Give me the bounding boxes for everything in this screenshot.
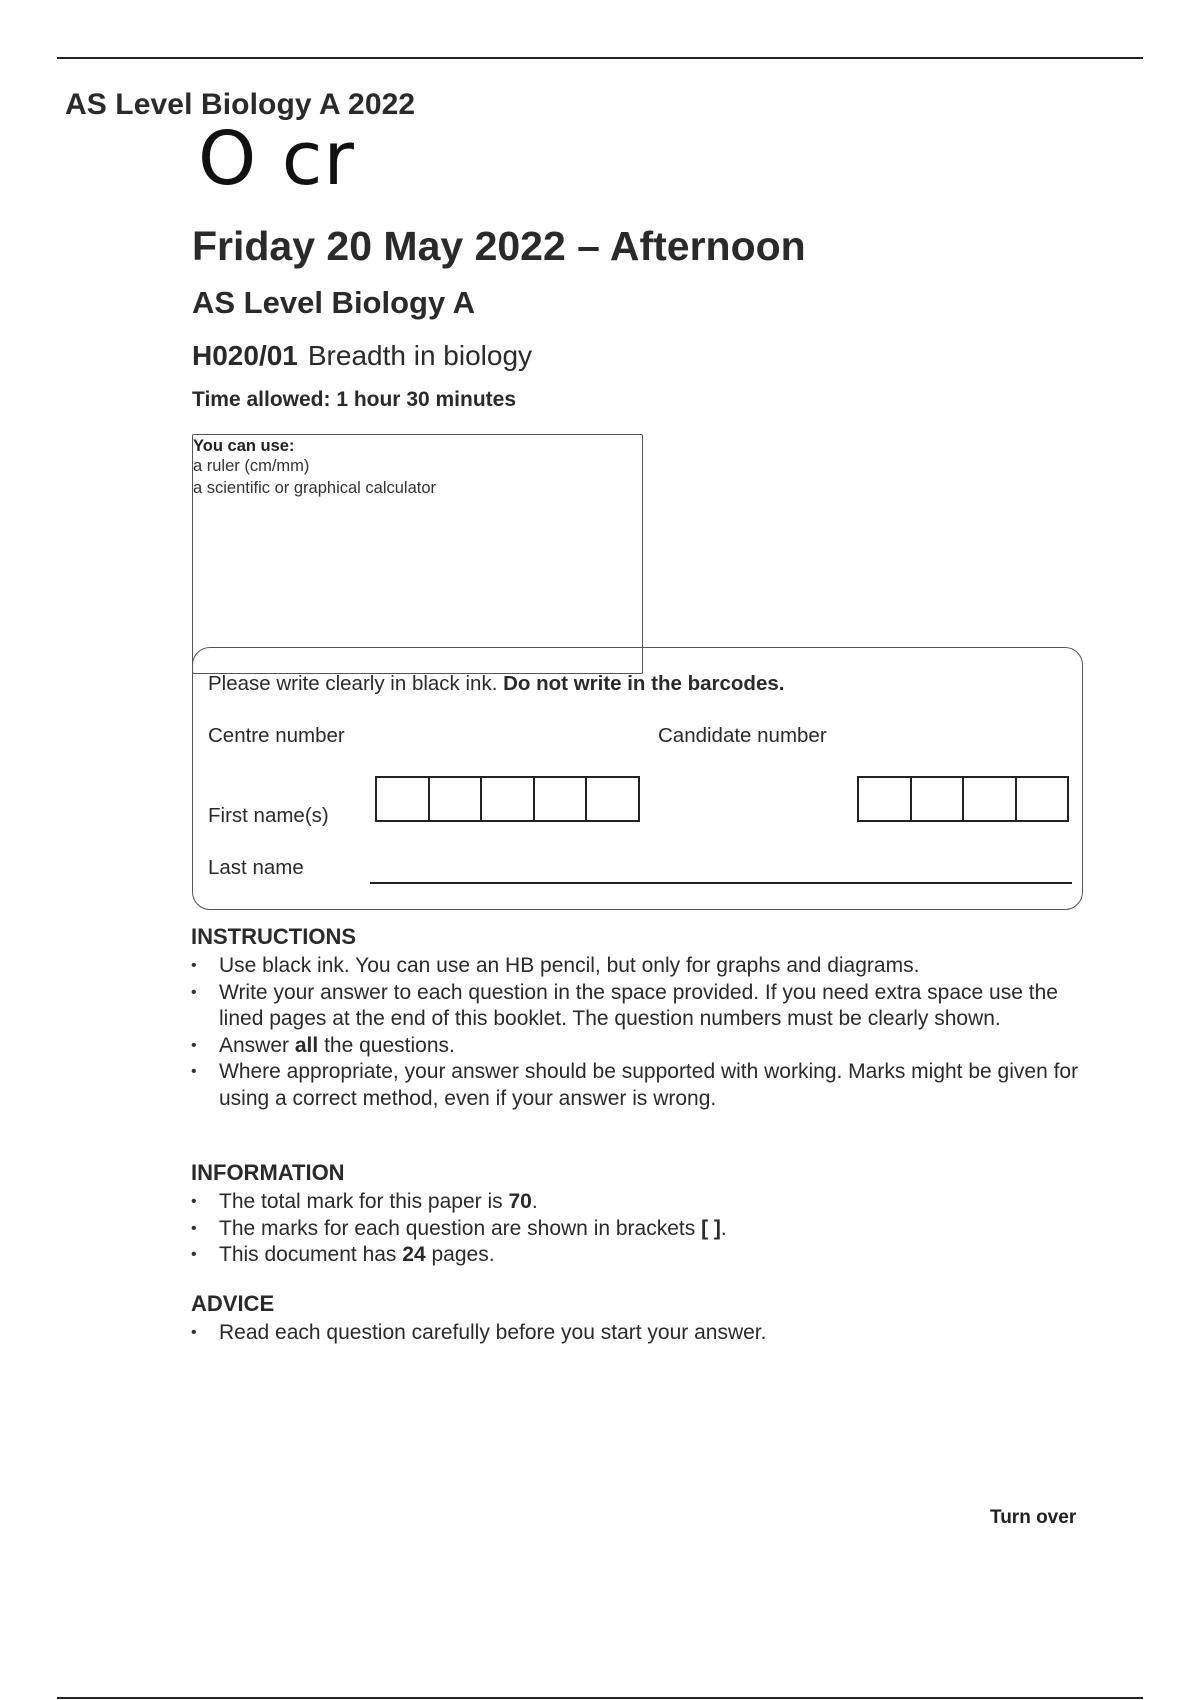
centre-digit-cell[interactable] <box>533 776 588 822</box>
exam-subject: AS Level Biology A <box>192 285 476 320</box>
centre-digit-cell[interactable] <box>428 776 483 822</box>
centre-digit-cell[interactable] <box>375 776 430 822</box>
candidate-number-label: Candidate number <box>658 724 827 747</box>
you-can-use-box <box>192 434 643 674</box>
you-can-use-item: a ruler (cm/mm) <box>193 457 310 475</box>
advice-item: • Read each question carefully before you start your answer. <box>191 1320 1091 1347</box>
instructions-heading: INSTRUCTIONS <box>191 924 356 949</box>
you-can-use-title: You can use: <box>193 437 295 455</box>
information-item <box>191 1242 1091 1269</box>
brackets-symbol: [ ] <box>701 1216 721 1240</box>
information-item <box>191 1189 1091 1216</box>
information-text: The total mark for this paper is <box>219 1190 503 1213</box>
information-heading: INFORMATION <box>191 1160 345 1185</box>
information-item <box>191 1216 1091 1243</box>
candidate-number-field[interactable] <box>857 776 1069 822</box>
first-name-label: First name(s) <box>208 804 329 827</box>
total-mark: 70 <box>508 1190 532 1213</box>
instruction-item: • Where appropriate, your answer should be supported with working. Marks might be given for using a correct method, even if your answer is wrong. <box>191 1059 1091 1112</box>
information-text: . <box>531 1190 538 1213</box>
instruction-item: • Write your answer to each question in the space provided. If you need extra space use the lined pages at the end of this booklet. The question numbers must be clearly shown. <box>191 980 1091 1033</box>
instruction-emphasis: all <box>294 1033 319 1057</box>
candidate-instruction <box>208 672 784 696</box>
exam-date: Friday 20 May 2022 – Afternoon <box>192 223 806 269</box>
candidate-digit-cell[interactable] <box>910 776 965 822</box>
advice-heading: ADVICE <box>191 1291 275 1316</box>
ocr-logo: O cr <box>198 116 355 202</box>
information-text: This document has <box>219 1243 397 1266</box>
centre-digit-cell[interactable] <box>585 776 640 822</box>
instructions-section <box>191 924 1091 1112</box>
information-section <box>191 1160 1091 1269</box>
centre-digit-cell[interactable] <box>480 776 535 822</box>
last-name-label: Last name <box>208 856 304 879</box>
information-list <box>191 1189 1091 1269</box>
turn-over-label: Turn over <box>990 1507 1077 1528</box>
you-can-use-item: a scientific or graphical calculator <box>193 479 437 497</box>
bottom-rule <box>57 1697 1143 1699</box>
advice-list <box>191 1320 1091 1347</box>
page-count: 24 <box>402 1243 426 1266</box>
candidate-digit-cell[interactable] <box>962 776 1017 822</box>
centre-number-label: Centre number <box>208 724 345 747</box>
information-text: . <box>720 1216 727 1240</box>
information-text: pages. <box>431 1243 495 1266</box>
document-title: AS Level Biology A 2022 <box>65 88 416 121</box>
instruction-text: Answer <box>219 1033 290 1057</box>
top-rule <box>57 57 1143 59</box>
paper-line <box>192 340 532 372</box>
time-allowed: Time allowed: 1 hour 30 minutes <box>192 388 517 411</box>
candidate-digit-cell[interactable] <box>857 776 912 822</box>
instruction-item <box>191 1033 1091 1060</box>
paper-code: H020/01 <box>192 340 298 371</box>
candidate-digit-cell[interactable] <box>1015 776 1070 822</box>
paper-title: Breadth in biology <box>307 340 533 371</box>
instruction-item: • Use black ink. You can use an HB pencil, but only for graphs and diagrams. <box>191 953 1091 980</box>
instruction-text: the questions. <box>324 1033 455 1057</box>
instructions-list <box>191 953 1091 1112</box>
information-text: The marks for each question are shown in brackets <box>219 1216 696 1240</box>
candidate-instruction-bold: Do not write in the barcodes. <box>503 672 785 695</box>
centre-number-field[interactable] <box>375 776 640 822</box>
candidate-details-box <box>192 647 1083 910</box>
last-name-field[interactable] <box>370 882 1072 884</box>
candidate-instruction-plain: Please write clearly in black ink. <box>208 672 498 695</box>
advice-section <box>191 1291 1091 1347</box>
